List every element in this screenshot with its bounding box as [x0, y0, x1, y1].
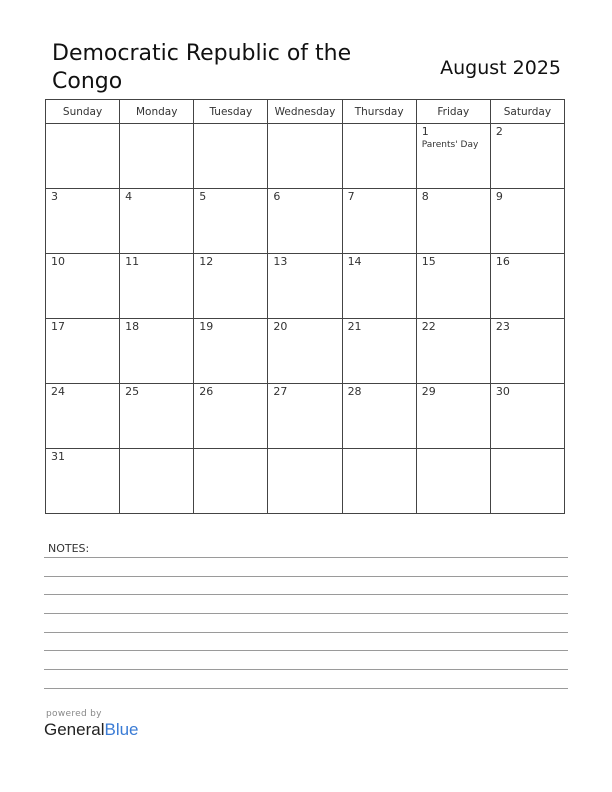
day-cell[interactable]: [342, 384, 416, 449]
day-cell[interactable]: [342, 254, 416, 319]
weekday-header: Thursday: [342, 100, 416, 124]
calendar-grid: [45, 99, 565, 514]
day-cell[interactable]: [416, 254, 490, 319]
day-number: 28: [347, 385, 362, 398]
day-cell[interactable]: [120, 189, 194, 254]
weekday-header: Tuesday: [194, 100, 268, 124]
day-number: 27: [273, 385, 288, 398]
week-row: [46, 319, 565, 384]
day-cell[interactable]: [268, 319, 342, 384]
day-number: 25: [125, 385, 140, 398]
day-number: 19: [199, 320, 214, 333]
weekday-header: Wednesday: [268, 100, 342, 124]
day-cell[interactable]: [490, 124, 564, 189]
week-row: [46, 254, 565, 319]
month-label: August 2025: [440, 57, 561, 79]
day-cell[interactable]: [120, 254, 194, 319]
day-cell[interactable]: [194, 449, 268, 514]
day-number: 12: [199, 255, 214, 268]
day-cell[interactable]: [342, 124, 416, 189]
day-cell[interactable]: [194, 189, 268, 254]
weekday-header-row: [46, 100, 565, 124]
day-number: 17: [51, 320, 65, 333]
day-number: 26: [199, 385, 214, 398]
day-cell[interactable]: [490, 189, 564, 254]
day-cell[interactable]: [46, 124, 120, 189]
day-number: 7: [347, 190, 355, 203]
note-line: [44, 557, 568, 558]
weekday-header: Monday: [120, 100, 194, 124]
day-cell[interactable]: [46, 254, 120, 319]
note-line: [44, 688, 568, 689]
day-number: 20: [273, 320, 288, 333]
day-number: 13: [273, 255, 288, 268]
note-line: [44, 594, 568, 595]
day-cell[interactable]: [416, 189, 490, 254]
day-cell[interactable]: [416, 384, 490, 449]
day-number: 11: [125, 255, 140, 268]
day-cell[interactable]: [120, 384, 194, 449]
calendar-title: Democratic Republic of the Congo: [52, 41, 352, 94]
day-cell[interactable]: [120, 124, 194, 189]
day-number: 21: [347, 320, 362, 333]
weekday-header: Saturday: [490, 100, 564, 124]
day-cell[interactable]: [46, 319, 120, 384]
day-cell[interactable]: [490, 319, 564, 384]
day-cell[interactable]: [268, 384, 342, 449]
day-cell[interactable]: [342, 189, 416, 254]
day-cell[interactable]: [268, 189, 342, 254]
day-number: 30: [495, 385, 510, 398]
weekday-header: Friday: [416, 100, 490, 124]
day-cell[interactable]: [416, 319, 490, 384]
day-cell[interactable]: [194, 384, 268, 449]
day-cell[interactable]: [490, 384, 564, 449]
day-cell[interactable]: [342, 319, 416, 384]
day-number: 15: [421, 255, 436, 268]
notes-label: NOTES:: [48, 542, 90, 555]
day-cell[interactable]: [46, 449, 120, 514]
powered-by-text: powered by: [46, 709, 102, 719]
day-number: 6: [273, 190, 281, 203]
day-cell[interactable]: [268, 449, 342, 514]
day-cell[interactable]: [194, 254, 268, 319]
note-line: [44, 650, 568, 651]
day-cell[interactable]: [46, 384, 120, 449]
week-row: [46, 449, 565, 514]
day-cell[interactable]: [342, 449, 416, 514]
holiday-label: Parents' Day: [421, 140, 479, 150]
day-cell[interactable]: [120, 319, 194, 384]
day-cell[interactable]: [46, 189, 120, 254]
day-number: 4: [125, 190, 133, 203]
day-number: 9: [495, 190, 503, 203]
day-number: 5: [199, 190, 207, 203]
day-number: 31: [51, 450, 65, 463]
day-number: 18: [125, 320, 140, 333]
week-row: [46, 384, 565, 449]
day-cell[interactable]: [268, 124, 342, 189]
day-cell[interactable]: [268, 254, 342, 319]
day-cell[interactable]: [490, 449, 564, 514]
day-number: 29: [421, 385, 436, 398]
day-number: 22: [421, 320, 436, 333]
note-line: [44, 576, 568, 577]
day-cell[interactable]: [416, 449, 490, 514]
day-cell[interactable]: [120, 449, 194, 514]
day-number: 3: [51, 190, 58, 203]
brand-general: General: [44, 720, 105, 739]
brand-logo[interactable]: [44, 720, 139, 740]
note-line: [44, 632, 568, 633]
week-row: [46, 189, 565, 254]
note-line: [44, 613, 568, 614]
day-number: 10: [51, 255, 65, 268]
day-number: 14: [347, 255, 362, 268]
day-cell[interactable]: [194, 319, 268, 384]
day-cell[interactable]: [490, 254, 564, 319]
day-number: 2: [495, 125, 503, 138]
day-number: 24: [51, 385, 65, 398]
day-number: 16: [495, 255, 510, 268]
day-number: 23: [495, 320, 510, 333]
weekday-header: Sunday: [46, 100, 120, 124]
day-cell[interactable]: [194, 124, 268, 189]
note-line: [44, 669, 568, 670]
brand-blue: Blue: [104, 720, 139, 739]
day-number: 8: [421, 190, 429, 203]
week-row: [46, 124, 565, 189]
day-number: 1: [421, 125, 429, 138]
day-cell[interactable]: [416, 124, 490, 189]
